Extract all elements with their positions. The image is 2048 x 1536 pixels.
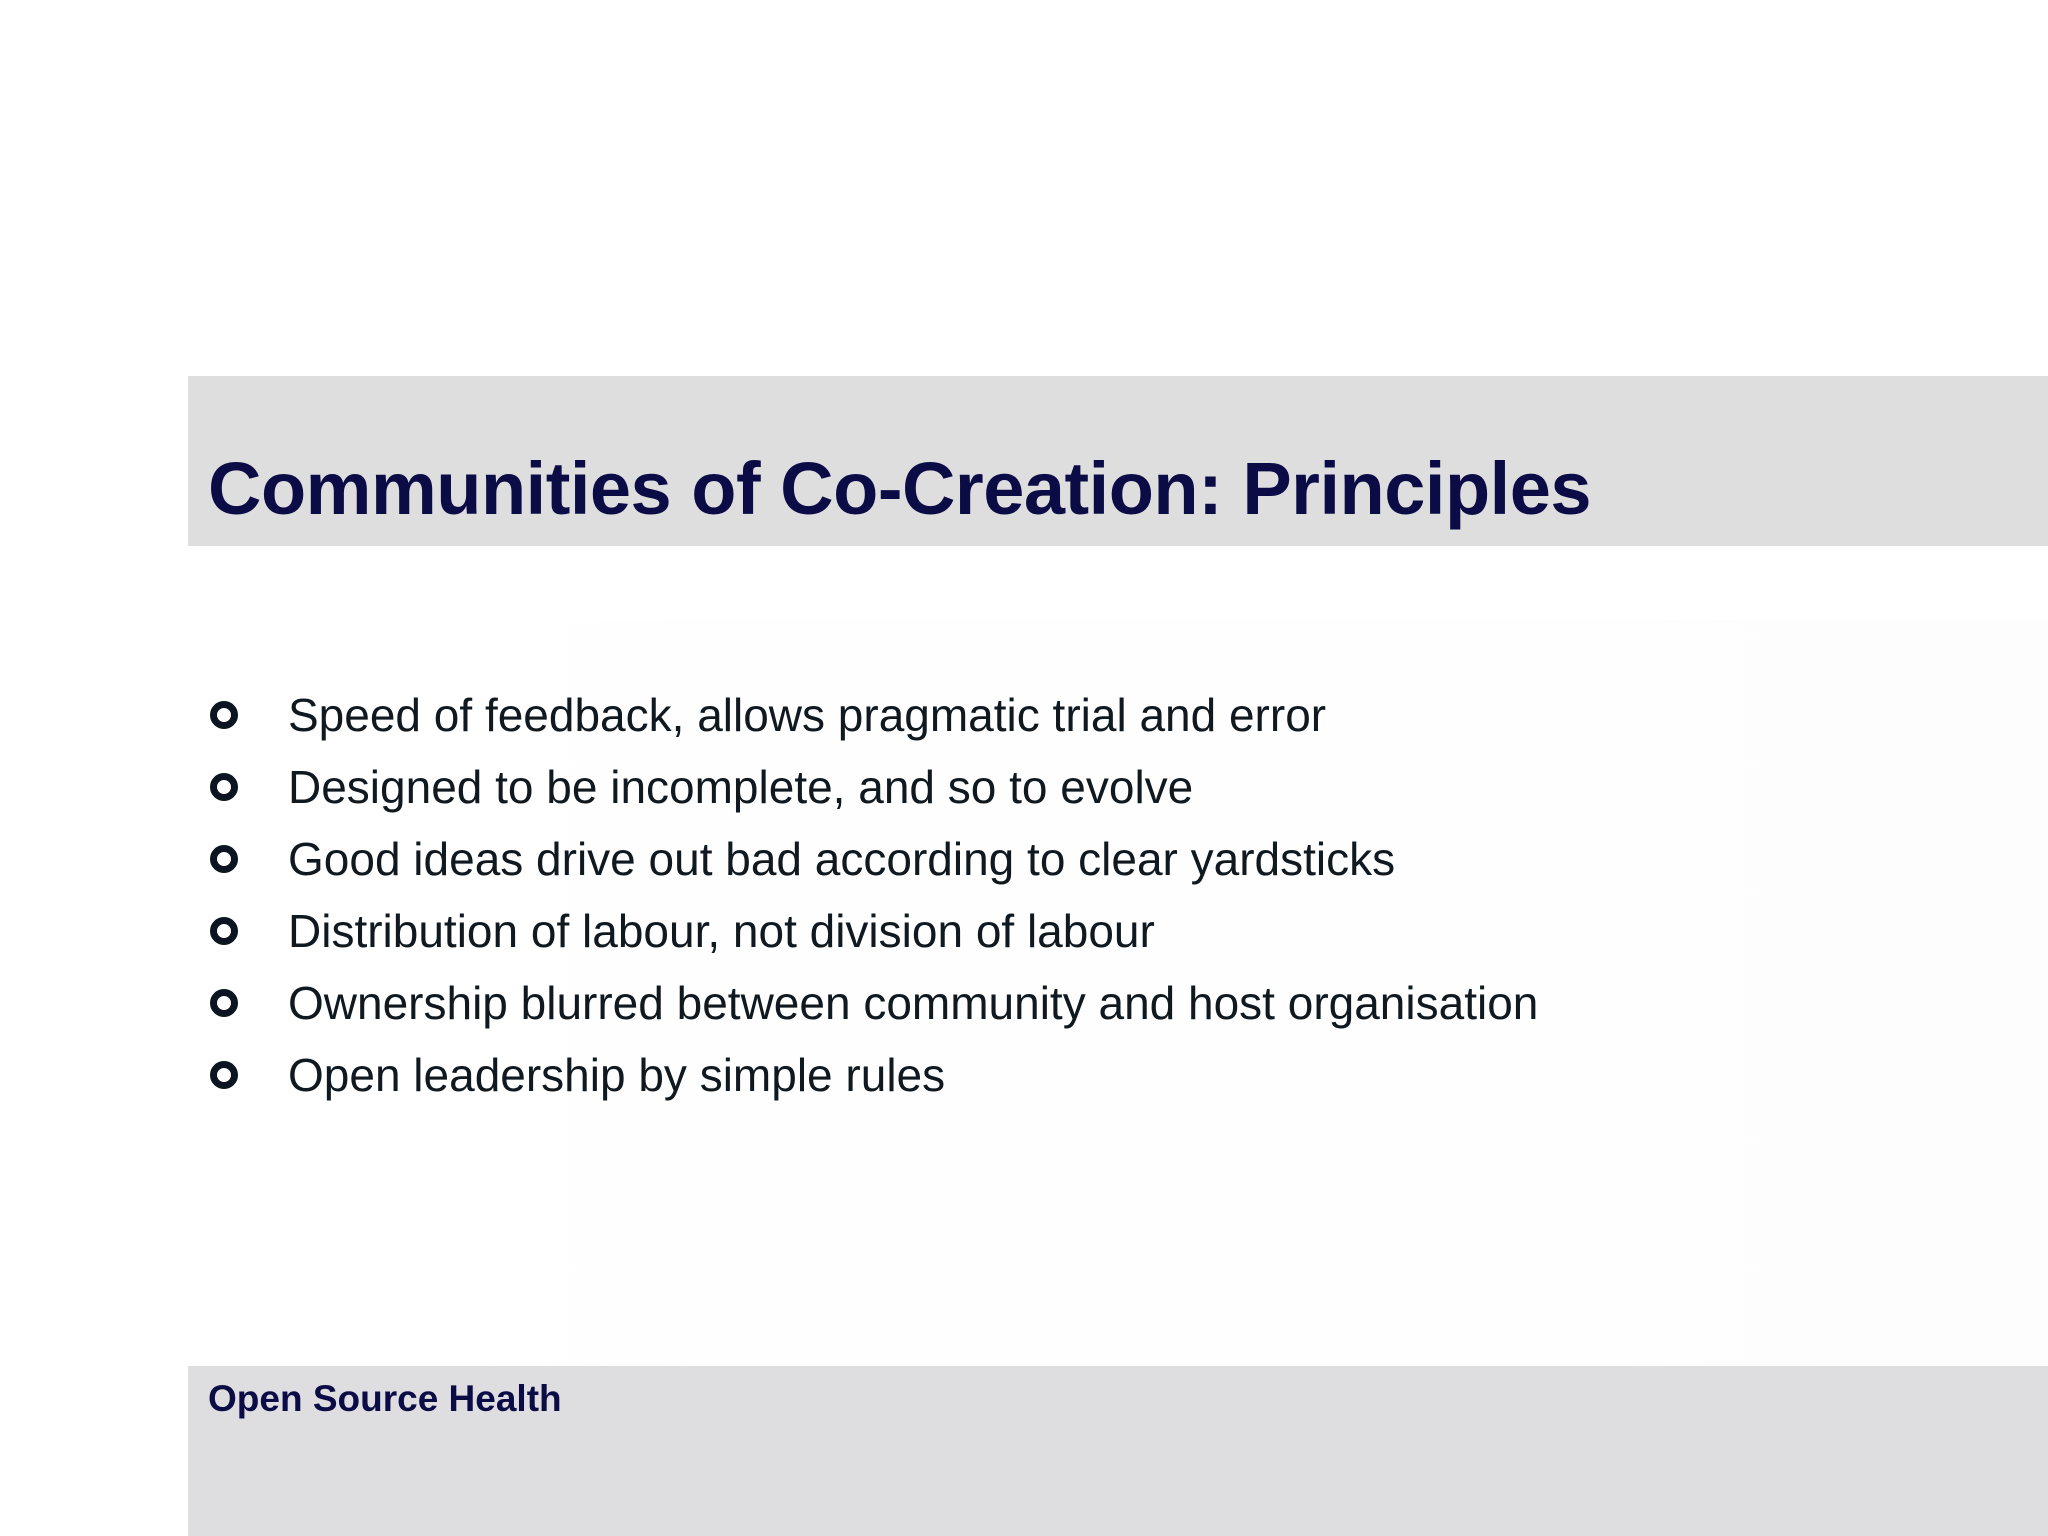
ring-bullet-icon [210, 701, 238, 729]
slide-title: Communities of Co-Creation: Principles [208, 447, 1592, 530]
ring-bullet-icon [210, 845, 238, 873]
ring-bullet-icon [210, 773, 238, 801]
ring-bullet-icon [210, 989, 238, 1017]
bullet-text: Distribution of labour, not division of labour [288, 905, 1155, 957]
bullet-text: Designed to be incomplete, and so to evolve [288, 761, 1194, 813]
bullet-text: Speed of feedback, allows pragmatic trial and error [288, 689, 1327, 741]
list-item [208, 823, 1538, 895]
ring-bullet-icon [210, 1061, 238, 1089]
bullet-text: Good ideas drive out bad according to clear yardsticks [288, 833, 1396, 885]
list-item [208, 679, 1538, 751]
list-item [208, 751, 1538, 823]
list-item [208, 1039, 1538, 1111]
footer-text: Open Source Health [208, 1378, 562, 1419]
bullet-list [208, 679, 1538, 1111]
list-item [208, 967, 1538, 1039]
bullet-text: Ownership blurred between community and host organisation [288, 977, 1539, 1029]
bullet-text: Open leadership by simple rules [288, 1049, 946, 1101]
ring-bullet-icon [210, 917, 238, 945]
list-item [208, 895, 1538, 967]
